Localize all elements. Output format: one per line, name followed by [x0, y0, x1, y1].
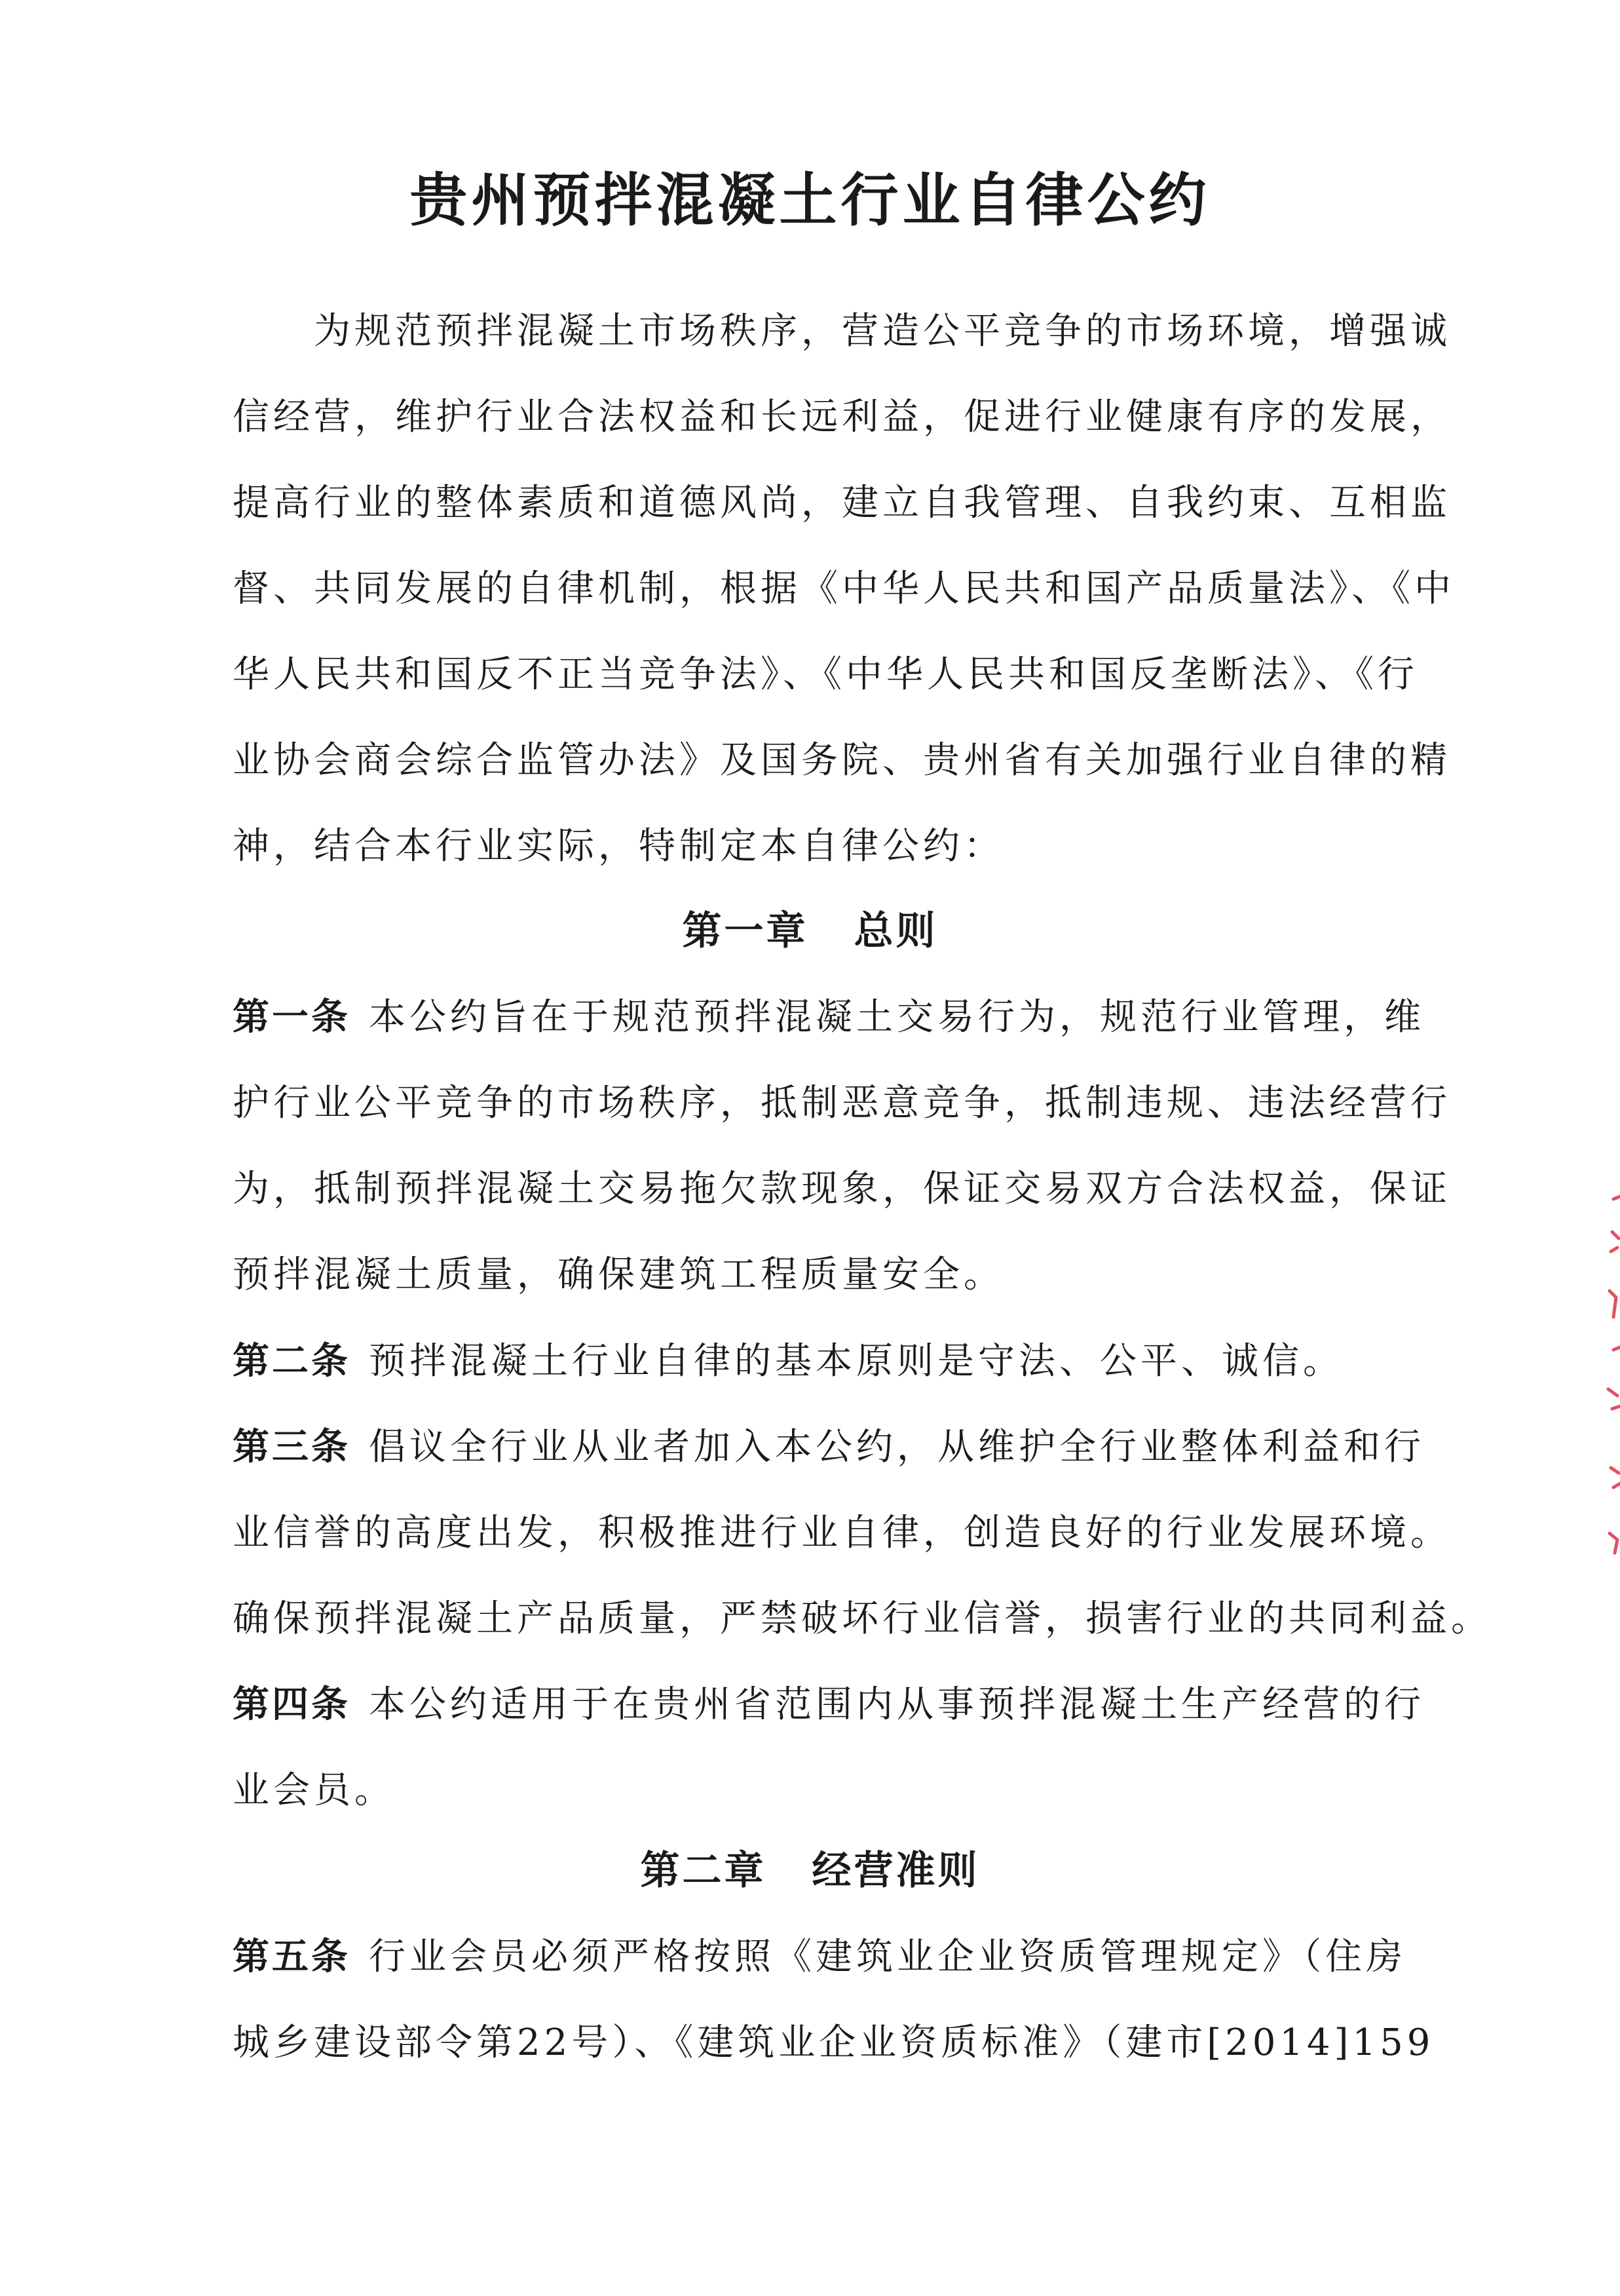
article-line [233, 974, 1451, 1060]
chapter-heading-1 [0, 889, 1620, 974]
article-line [233, 1404, 1451, 1490]
article-label: 第四条 [233, 1683, 350, 1726]
article-text: 行业会员必须严格按照《建筑业企业资质管理规定》（住房 [369, 1936, 1406, 1978]
article-line: 确保预拌混凝土产品质量，严禁破坏行业信誉，损害行业的共同利益。 [233, 1598, 1492, 1640]
article-text: 本公约旨在于规范预拌混凝土交易行为，规范行业管理，维 [369, 996, 1425, 1039]
article-5 [233, 1914, 1451, 2086]
article-3 [233, 1404, 1492, 1662]
preamble-line: 提高行业的整体素质和道德风尚，建立自我管理、自我约束、互相监 [233, 482, 1451, 524]
chapter-number: 第二章 [640, 1848, 766, 1894]
preamble-line: 业协会商会综合监管办法》及国务院、贵州省有关加强行业自律的精 [233, 739, 1451, 782]
preamble-line: 督、共同发展的自律机制，根据《中华人民共和国产品质量法》、《中 [233, 567, 1455, 610]
article-text: 预拌混凝土行业自律的基本原则是守法、公平、诚信。 [369, 1340, 1344, 1383]
article-line: 业信誉的高度出发，积极推进行业自律，创造良好的行业发展环境。 [233, 1512, 1451, 1554]
article-2 [233, 1318, 1451, 1404]
article-line: 业会员。 [233, 1769, 395, 1812]
preamble [233, 288, 1455, 889]
article-label: 第三条 [233, 1425, 350, 1468]
chapter-name: 经营准则 [812, 1848, 980, 1894]
article-line [233, 1318, 1451, 1404]
article-4 [233, 1662, 1451, 1833]
article-line: 城乡建设部令第22号）、《建筑业企业资质标准》（建市[2014]159 [233, 2021, 1435, 2064]
article-line [233, 1914, 1451, 2000]
chapter-heading-2 [0, 1828, 1620, 1913]
preamble-line: 神，结合本行业实际，特制定本自律公约： [233, 825, 1004, 868]
article-line [233, 1662, 1451, 1748]
preamble-line: 信经营，维护行业合法权益和长远利益，促进行业健康有序的发展， [233, 396, 1451, 438]
article-text: 倡议全行业从业者加入本公约，从维护全行业整体利益和行 [369, 1426, 1425, 1468]
chapter-name: 总则 [854, 908, 938, 954]
article-1 [233, 974, 1451, 1318]
article-label: 第一条 [233, 995, 350, 1039]
article-label: 第五条 [233, 1935, 350, 1978]
article-line: 护行业公平竞争的市场秩序，抵制恶意竞争，抵制违规、违法经营行 [233, 1082, 1451, 1124]
preamble-line: 为规范预拌混凝土市场秩序，营造公平竞争的市场环境，增强诚 [233, 310, 1451, 353]
seal-stamp-edge [1594, 1193, 1620, 1559]
article-line: 预拌混凝土质量，确保建筑工程质量安全。 [233, 1253, 1004, 1296]
preamble-line: 华人民共和国反不正当竞争法》、《中华人民共和国反垄断法》、《行 [233, 653, 1418, 696]
article-line: 为，抵制预拌混凝土交易拖欠款现象，保证交易双方合法权益，保证 [233, 1168, 1451, 1210]
document-title: 贵州预拌混凝土行业自律公约 [409, 166, 1211, 234]
article-label: 第二条 [233, 1339, 350, 1383]
chapter-number: 第一章 [682, 908, 808, 954]
article-text: 本公约适用于在贵州省范围内从事预拌混凝土生产经营的行 [369, 1683, 1425, 1726]
